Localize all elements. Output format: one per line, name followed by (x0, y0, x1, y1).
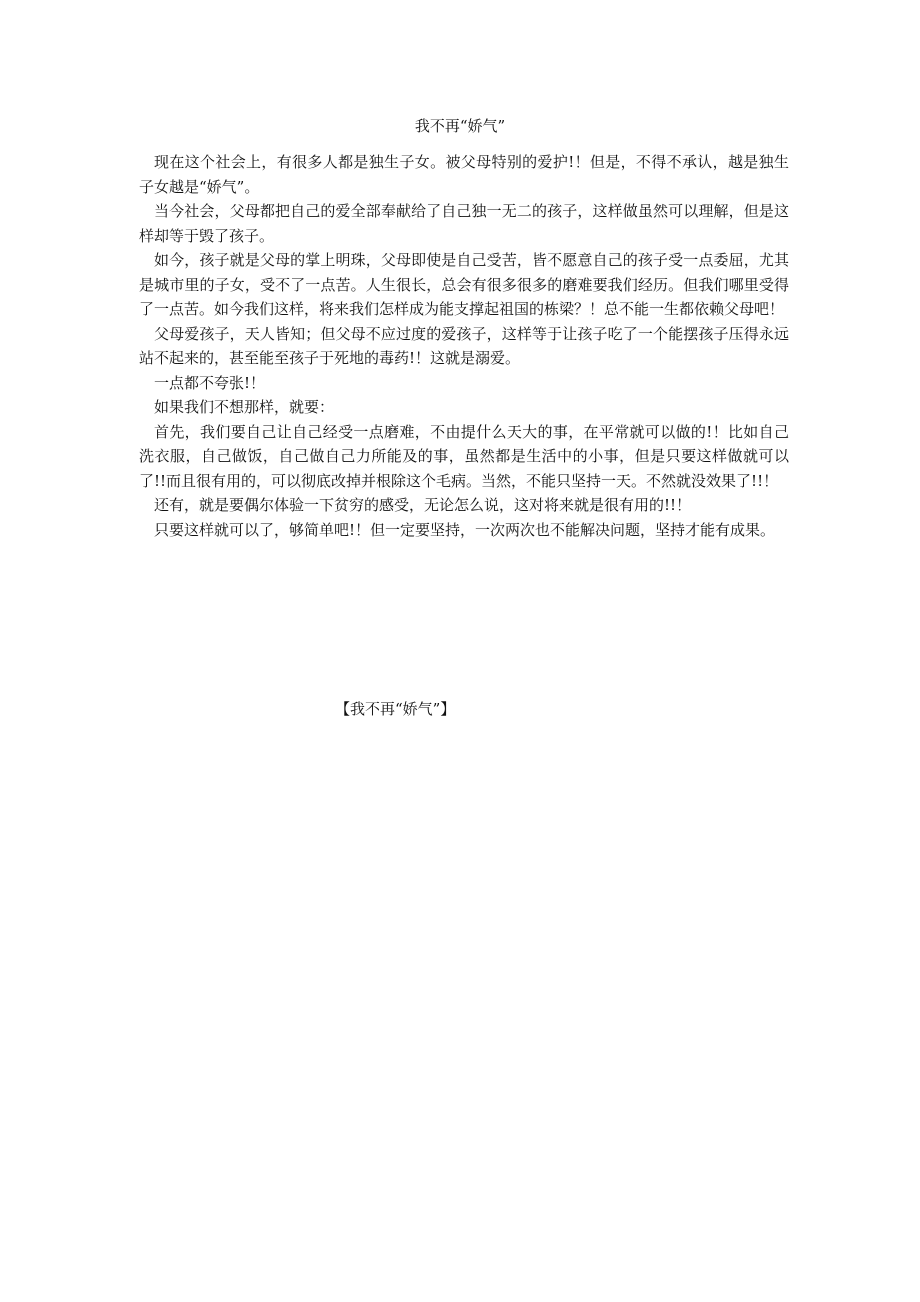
paragraph: 当今社会，父母都把自己的爱全部奉献给了自己独一无二的孩子，这样做虽然可以理解，但是这样却等于毁了孩子。 (139, 202, 789, 245)
paragraph: 现在这个社会上，有很多人都是独生子女。被父母特别的爱护!！但是，不得不承认，越是独生子女越是“娇气”。 (139, 153, 789, 196)
paragraph: 如今，孩子就是父母的掌上明珠，父母即使是自己受苦，皆不愿意自己的孩子受一点委屈，尤其是城市里的子女，受不了一点苦。人生很长，总会有很多很多的磨难要我们经历。但我们哪里受得了一点苦。如今我们这样，将来我们怎样成为能支撑起祖国的栋梁？！总不能一生都依赖父母吧！ (139, 251, 789, 318)
document-title: 我不再“娇气” (414, 117, 506, 135)
paragraph: 首先，我们要自己让自己经受一点磨难，不由提什么天大的事，在平常就可以做的!！比如自己洗衣服，自己做饭，自己做自己力所能及的事，虽然都是生活中的小事，但是只要这样做就可以了!!而且很有用的，可以彻底改掉并根除这个毛病。当然，不能只坚持一天。不然就没效果了!!！ (139, 422, 789, 490)
paragraph: 如果我们不想那样，就要： (154, 398, 335, 416)
document-body (139, 150, 789, 542)
footer-title: 【我不再“娇气”】 (335, 700, 456, 718)
paragraph: 一点都不夸张!！ (154, 373, 266, 392)
paragraph: 只要这样就可以了，够简单吧!！但一定要坚持，一次两次也不能解决问题，坚持才能有成果。 (154, 520, 776, 539)
paragraph: 父母爱孩子，天人皆知；但父母不应过度的爱孩子，这样等于让孩子吃了一个能摆孩子压得永远站不起来的，甚至能至孩子于死地的毒药!！这就是溺爱。 (139, 324, 789, 367)
paragraph: 还有，就是要偶尔体验一下贫穷的感受，无论怎么说，这对将来就是很有用的!!！ (154, 496, 692, 514)
